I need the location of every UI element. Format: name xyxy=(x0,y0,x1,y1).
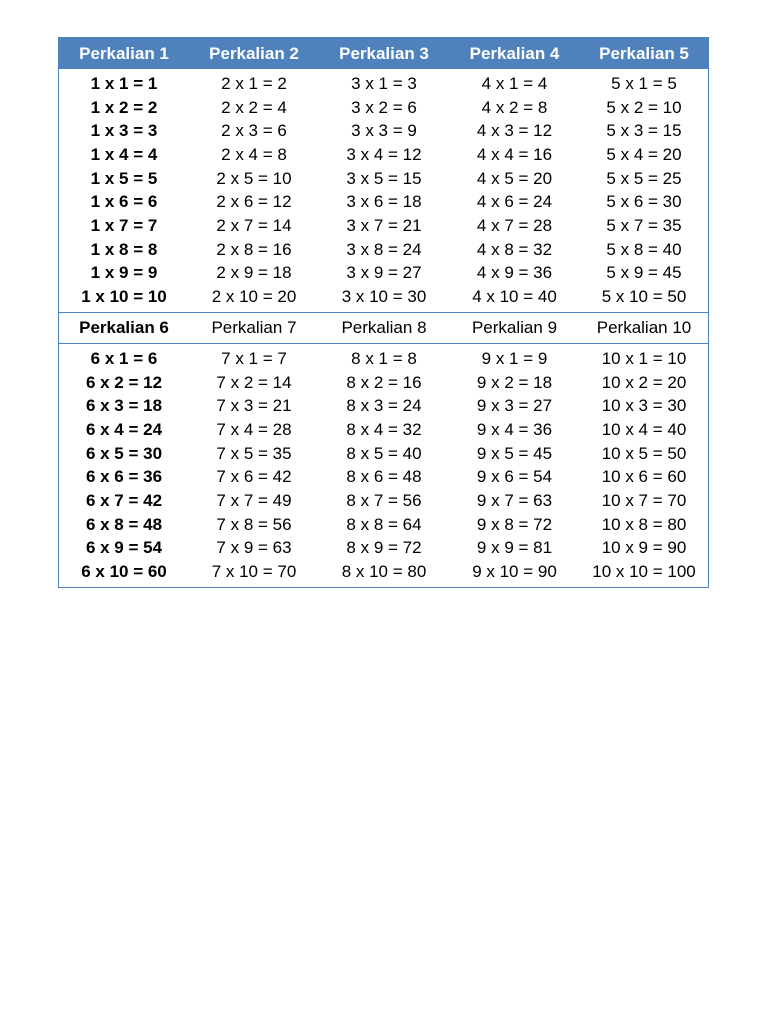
table-cell: 3 x 7 = 21 xyxy=(346,216,422,236)
table-cell: 1 x 5 = 5 xyxy=(90,168,158,188)
table-cell: 3 x 2 = 6 xyxy=(351,97,417,117)
table-cell: 4 x 5 = 20 xyxy=(476,168,553,188)
table-cell: 9 x 7 = 63 xyxy=(476,491,553,511)
table-cell: 7 x 5 = 35 xyxy=(216,443,292,463)
table-cell: 9 x 8 = 72 xyxy=(476,514,553,534)
table-cell: 8 x 6 = 48 xyxy=(346,467,422,487)
table-row xyxy=(59,119,708,143)
table-cell: 9 x 3 = 27 xyxy=(476,396,553,416)
table-cell: 4 x 4 = 16 xyxy=(476,144,553,164)
table-cell: 1 x 8 = 8 xyxy=(90,239,158,259)
table-cell: 4 x 7 = 28 xyxy=(476,216,553,236)
table-cell: 7 x 2 = 14 xyxy=(216,372,292,392)
table-cell: 9 x 2 = 18 xyxy=(476,372,553,392)
column-header: Perkalian 10 xyxy=(596,318,692,338)
table-cell: 6 x 5 = 30 xyxy=(85,443,163,463)
table-cell: 6 x 2 = 12 xyxy=(85,372,163,392)
table-cell: 2 x 9 = 18 xyxy=(216,263,292,283)
table-cell: 6 x 1 = 6 xyxy=(90,348,158,368)
table-cell: 5 x 9 = 45 xyxy=(606,263,682,283)
table-row xyxy=(59,513,708,537)
table-cell: 3 x 1 = 3 xyxy=(351,73,417,93)
table-row xyxy=(59,96,708,120)
table-cell: 8 x 7 = 56 xyxy=(346,491,422,511)
table-cell: 6 x 8 = 48 xyxy=(85,514,163,534)
table-cell: 10 x 4 = 40 xyxy=(601,420,687,440)
table-cell: 7 x 9 = 63 xyxy=(216,538,292,558)
table-row xyxy=(59,347,708,371)
table-cell: 3 x 3 = 9 xyxy=(351,121,417,141)
table-cell: 4 x 1 = 4 xyxy=(481,73,548,93)
table-row xyxy=(59,560,708,584)
table-cell: 2 x 6 = 12 xyxy=(216,192,292,212)
table-body-top xyxy=(59,69,708,312)
table-cell: 1 x 9 = 9 xyxy=(90,263,158,283)
table-cell: 9 x 9 = 81 xyxy=(476,538,553,558)
table-cell: 7 x 10 = 70 xyxy=(211,562,297,582)
table-header-row-top xyxy=(59,38,708,69)
table-cell: 10 x 8 = 80 xyxy=(601,514,687,534)
table-cell: 10 x 6 = 60 xyxy=(601,467,687,487)
table-cell: 8 x 9 = 72 xyxy=(346,538,422,558)
table-cell: 8 x 4 = 32 xyxy=(346,420,422,440)
table-cell: 8 x 2 = 16 xyxy=(346,372,422,392)
table-cell: 1 x 10 = 10 xyxy=(81,287,167,307)
table-cell: 3 x 8 = 24 xyxy=(346,239,422,259)
table-cell: 3 x 9 = 27 xyxy=(346,263,422,283)
column-header: Perkalian 2 xyxy=(209,43,299,63)
table-cell: 8 x 5 = 40 xyxy=(346,443,422,463)
column-header: Perkalian 3 xyxy=(339,43,429,63)
table-cell: 10 x 10 = 100 xyxy=(592,562,696,582)
table-cell: 2 x 5 = 10 xyxy=(216,168,292,188)
table-cell: 4 x 9 = 36 xyxy=(476,263,553,283)
table-cell: 1 x 6 = 6 xyxy=(90,192,158,212)
table-cell: 3 x 6 = 18 xyxy=(346,192,422,212)
multiplication-table xyxy=(58,37,709,588)
table-row xyxy=(59,167,708,191)
table-cell: 4 x 8 = 32 xyxy=(476,239,553,259)
table-row xyxy=(59,418,708,442)
table-cell: 1 x 7 = 7 xyxy=(90,216,158,236)
table-cell: 8 x 3 = 24 xyxy=(346,396,422,416)
table-cell: 4 x 3 = 12 xyxy=(476,121,553,141)
table-cell: 5 x 5 = 25 xyxy=(606,168,682,188)
table-cell: 3 x 4 = 12 xyxy=(346,144,422,164)
table-cell: 9 x 1 = 9 xyxy=(481,348,548,368)
table-cell: 5 x 2 = 10 xyxy=(606,97,682,117)
table-row xyxy=(59,442,708,466)
table-cell: 10 x 9 = 90 xyxy=(601,538,687,558)
column-header: Perkalian 1 xyxy=(79,43,169,63)
table-cell: 1 x 2 = 2 xyxy=(90,97,158,117)
table-row xyxy=(59,238,708,262)
table-row xyxy=(59,466,708,490)
table-row xyxy=(59,371,708,395)
table-cell: 4 x 2 = 8 xyxy=(481,97,548,117)
column-header: Perkalian 7 xyxy=(211,318,297,338)
column-header: Perkalian 8 xyxy=(341,318,427,338)
table-cell: 5 x 6 = 30 xyxy=(606,192,682,212)
column-header: Perkalian 5 xyxy=(599,43,689,63)
table-cell: 5 x 8 = 40 xyxy=(606,239,682,259)
table-row xyxy=(59,191,708,215)
table-cell: 5 x 10 = 50 xyxy=(601,287,687,307)
table-cell: 5 x 4 = 20 xyxy=(606,144,682,164)
table-body-bottom xyxy=(59,344,708,587)
table-cell: 2 x 10 = 20 xyxy=(211,287,297,307)
table-cell: 6 x 3 = 18 xyxy=(85,396,163,416)
table-cell: 6 x 7 = 42 xyxy=(85,491,163,511)
table-cell: 8 x 1 = 8 xyxy=(351,348,417,368)
table-cell: 6 x 10 = 60 xyxy=(81,562,167,582)
table-cell: 2 x 7 = 14 xyxy=(216,216,292,236)
table-cell: 5 x 3 = 15 xyxy=(606,121,682,141)
table-row xyxy=(59,262,708,286)
table-cell: 6 x 9 = 54 xyxy=(85,538,163,558)
table-cell: 3 x 5 = 15 xyxy=(346,168,422,188)
table-cell: 7 x 3 = 21 xyxy=(216,396,292,416)
table-row xyxy=(59,72,708,96)
table-cell: 10 x 1 = 10 xyxy=(601,348,687,368)
table-cell: 4 x 10 = 40 xyxy=(472,287,557,307)
table-cell: 10 x 3 = 30 xyxy=(601,396,687,416)
table-cell: 2 x 2 = 4 xyxy=(221,97,287,117)
table-cell: 1 x 4 = 4 xyxy=(90,144,158,164)
table-cell: 10 x 5 = 50 xyxy=(601,443,687,463)
table-cell: 7 x 7 = 49 xyxy=(216,491,292,511)
table-row xyxy=(59,489,708,513)
table-row xyxy=(59,537,708,561)
table-row xyxy=(59,285,708,309)
table-row xyxy=(59,143,708,167)
table-cell: 6 x 4 = 24 xyxy=(85,420,163,440)
column-header: Perkalian 6 xyxy=(79,318,169,338)
table-cell: 7 x 1 = 7 xyxy=(221,348,287,368)
table-cell: 9 x 5 = 45 xyxy=(476,443,553,463)
table-cell: 2 x 8 = 16 xyxy=(216,239,292,259)
table-cell: 10 x 7 = 70 xyxy=(601,491,687,511)
column-header: Perkalian 4 xyxy=(469,43,560,63)
table-cell: 1 x 3 = 3 xyxy=(90,121,158,141)
table-row xyxy=(59,395,708,419)
table-cell: 5 x 7 = 35 xyxy=(606,216,682,236)
table-cell: 1 x 1 = 1 xyxy=(90,73,158,93)
table-cell: 7 x 6 = 42 xyxy=(216,467,292,487)
column-header: Perkalian 9 xyxy=(471,318,558,338)
table-cell: 9 x 6 = 54 xyxy=(476,467,553,487)
table-cell: 9 x 4 = 36 xyxy=(476,420,553,440)
table-cell: 8 x 10 = 80 xyxy=(341,562,427,582)
table-header-row-bottom xyxy=(59,312,708,344)
table-cell: 2 x 3 = 6 xyxy=(221,121,287,141)
table-cell: 7 x 8 = 56 xyxy=(216,514,292,534)
table-cell: 5 x 1 = 5 xyxy=(611,73,677,93)
table-cell: 2 x 1 = 2 xyxy=(221,73,287,93)
table-cell: 7 x 4 = 28 xyxy=(216,420,292,440)
table-row xyxy=(59,214,708,238)
table-cell: 10 x 2 = 20 xyxy=(601,372,687,392)
table-cell: 2 x 4 = 8 xyxy=(221,144,287,164)
table-cell: 6 x 6 = 36 xyxy=(85,467,163,487)
table-cell: 8 x 8 = 64 xyxy=(346,514,422,534)
table-cell: 4 x 6 = 24 xyxy=(476,192,553,212)
table-cell: 9 x 10 = 90 xyxy=(472,562,557,582)
table-cell: 3 x 10 = 30 xyxy=(341,287,427,307)
